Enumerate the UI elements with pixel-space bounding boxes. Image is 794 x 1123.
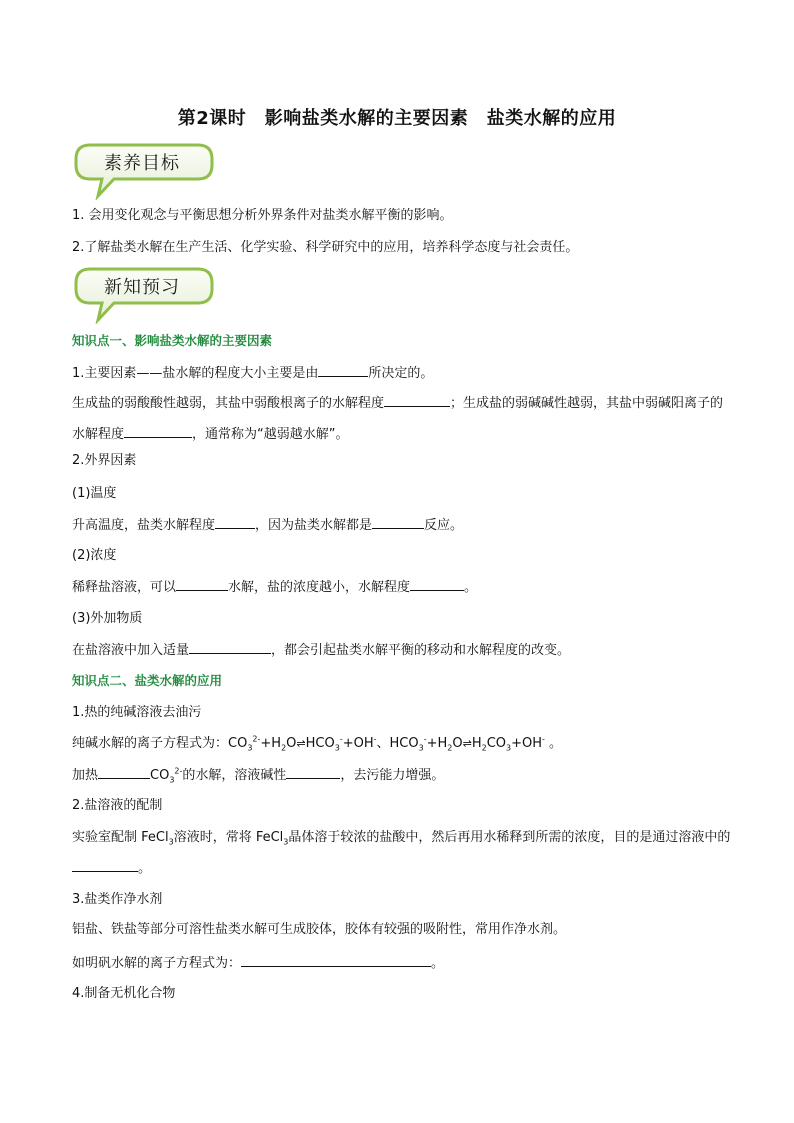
answer-blank[interactable] (410, 578, 464, 591)
concentration-line: 稀释盐溶液，可以 水解，盐的浓度越小，水解程度 。 (72, 580, 478, 595)
additive-line: 在盐溶液中加入适量 ，都会引起盐类水解平衡的移动和水解程度的改变。 (72, 643, 571, 658)
page-title: 第2课时 影响盐类水解的主要因素 盐类水解的应用 (177, 108, 617, 129)
application-4-label: 4.制备无机化合物 (72, 986, 176, 1001)
answer-blank[interactable] (176, 578, 228, 591)
heating-line: 加热 $CO_3^{2-}$的水解，溶液碱性 ，去污能力增强。 (72, 766, 445, 785)
section-heading-1: 知识点一、影响盐类水解的主要因素 (72, 333, 273, 348)
hydrolysis-equation-line: 纯碱水解的离子方程式为：$CO_3^{2-}+H_2O\rightleftharpoons HCO_3^-+OH^-$、$HCO_3^-+H_2O\rightleftharpoons H_2CO_3+OH^-$ 。 (72, 734, 563, 753)
answer-blank[interactable] (189, 641, 271, 654)
answer-blank[interactable] (318, 364, 368, 377)
answer-blank[interactable] (241, 954, 431, 967)
answer-blank[interactable] (286, 766, 340, 779)
section-heading-2: 知识点二、盐类水解的应用 (72, 673, 223, 688)
main-factor-detail: 生成盐的弱酸酸性越弱，其盐中弱酸根离子的水解程度 ；生成盐的弱碱碱性越弱，其盐中弱碱阳离子的水解程度 ，通常称为“越弱越水解”。 (72, 396, 724, 442)
answer-blank[interactable] (372, 516, 424, 529)
answer-blank[interactable] (384, 394, 450, 407)
goals-badge (72, 142, 216, 200)
preview-badge-label: 新知预习 (104, 277, 180, 298)
application-2-label: 2.盐溶液的配制 (72, 798, 163, 813)
additive-label: (3)外加物质 (72, 611, 143, 626)
preview-badge (72, 266, 216, 324)
goals-badge-label: 素养目标 (104, 153, 180, 174)
answer-blank[interactable] (72, 859, 138, 872)
solution-preparation-text: 实验室配制 FeCl$_3$溶液时，常将 FeCl$_3$晶体溶于较浓的盐酸中，然后再用水稀释到所需的浓度，目的是通过溶液中的。 (72, 830, 731, 876)
temperature-line: 升高温度，盐类水解程度 ，因为盐类水解都是 反应。 (72, 518, 464, 533)
goal-item-1: 1. 会用变化观念与平衡思想分析外界条件对盐类水解平衡的影响。 (72, 208, 453, 223)
answer-blank[interactable] (215, 516, 255, 529)
external-factors-label: 2.外界因素 (72, 453, 137, 468)
temperature-label: (1)温度 (72, 486, 117, 501)
goal-item-2: 2.了解盐类水解在生产生活、化学实验、科学研究中的应用，培养科学态度与社会责任。 (72, 240, 579, 255)
main-factor-line: 1.主要因素——盐水解的程度大小主要是由 所决定的。 (72, 366, 434, 381)
answer-blank[interactable] (98, 766, 150, 779)
concentration-label: (2)浓度 (72, 548, 117, 563)
answer-blank[interactable] (124, 425, 192, 438)
application-1-label: 1.热的纯碱溶液去油污 (72, 705, 202, 720)
application-3-label: 3.盐类作净水剂 (72, 892, 163, 907)
purifier-text: 铝盐、铁盐等部分可溶性盐类水解可生成胶体，胶体有较强的吸附性，常用作净水剂。 (72, 922, 567, 937)
equilibrium-arrow-icon: ⇌ (462, 737, 472, 750)
alum-equation-line: 如明矾水解的离子方程式为： 。 (72, 956, 445, 971)
equilibrium-arrow-icon: ⇌ (296, 737, 306, 750)
